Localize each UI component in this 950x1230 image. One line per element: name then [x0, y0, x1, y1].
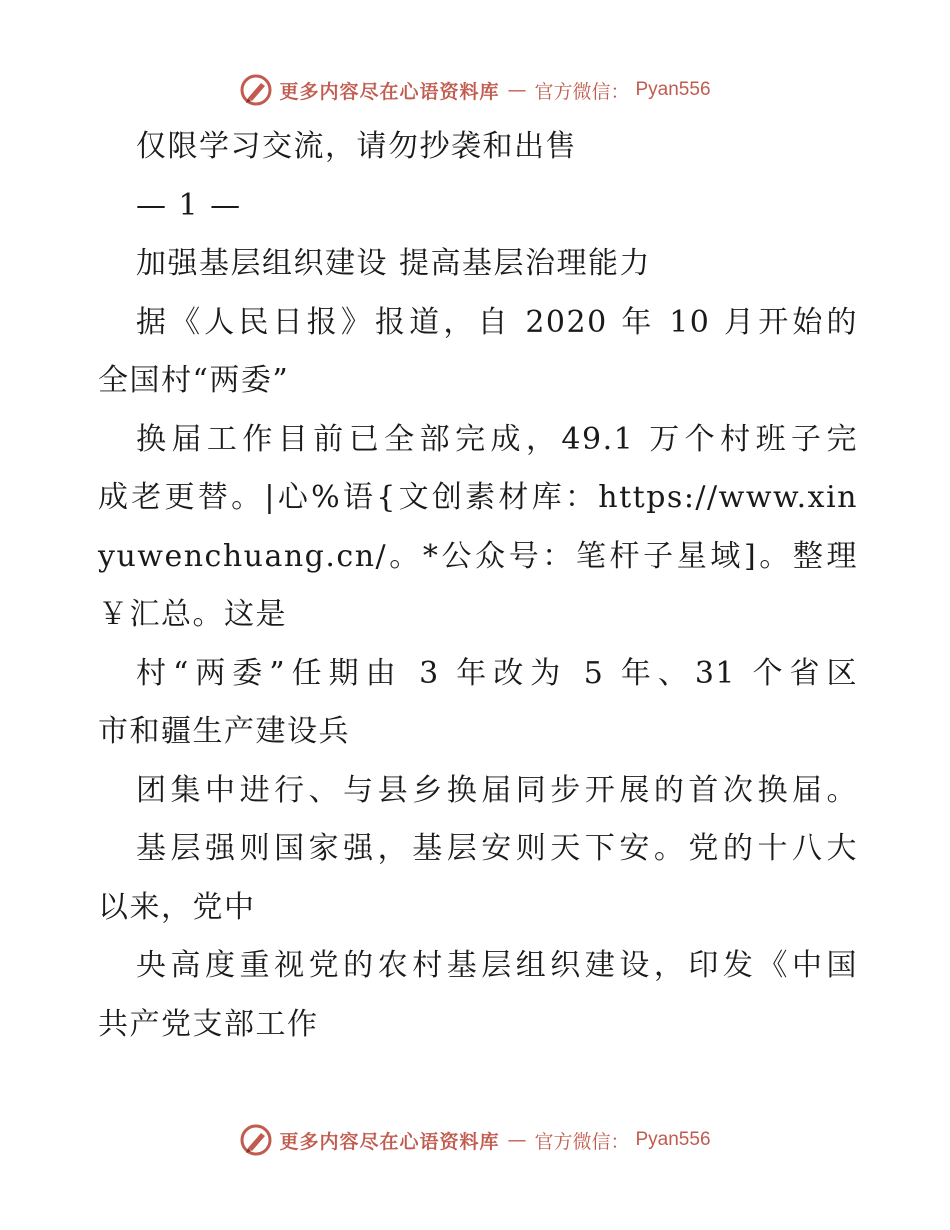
banner-wechat-id: Pyan556 — [635, 1129, 711, 1150]
banner-label: 官方微信： — [534, 1130, 630, 1153]
paragraph-line: ￥汇总。这是 — [98, 597, 287, 632]
pen-circle-logo-icon — [239, 73, 273, 107]
banner-separator: — — [507, 79, 527, 101]
paragraph-line: 央高度重视党的农村基层组织建设，印发《中国 — [136, 948, 858, 983]
paragraph-line: 市和疆生产建设兵 — [98, 714, 350, 749]
paragraph-line: 基层强则国家强，基层安则天下安。党的十八大 — [136, 831, 858, 866]
paragraph-line: 共产党支部工作 — [98, 1006, 319, 1042]
banner-brand: 更多内容尽在心语资料库 — [279, 1130, 500, 1153]
paragraph-line: 以来，党中 — [98, 889, 256, 925]
banner-label: 官方微信： — [534, 80, 630, 103]
paragraph-line: 全国村“两委” — [98, 363, 290, 398]
paragraph-line: 村“两委”任期由 3 年改为 5 年、31 个省区 — [136, 655, 858, 691]
document-title: 加强基层组织建设 提高基层治理能力 — [136, 246, 652, 281]
footer-banner — [0, 1120, 950, 1160]
banner-wechat-id: Pyan556 — [635, 79, 711, 100]
paragraph-line: yuwenchuang.cn/。*公众号：笔杆子星域]。整理 — [98, 538, 858, 574]
pen-circle-logo-icon — [239, 1123, 273, 1157]
document-body — [98, 118, 858, 1054]
paragraph-line: 据《人民日报》报道，自 2020 年 10 月开始的 — [136, 304, 858, 340]
paragraph-line: 团集中进行、与县乡换届同步开展的首次换届。 — [136, 772, 858, 808]
banner-brand: 更多内容尽在心语资料库 — [279, 80, 500, 103]
paragraph-line: 成老更替。|心%语{文创素材库：https://www.xin — [98, 480, 858, 515]
paragraph-line: 换届工作目前已全部完成，49.1 万个村班子完 — [136, 421, 858, 457]
banner-separator: — — [507, 1129, 527, 1151]
notice-line: 仅限学习交流，请勿抄袭和出售 — [136, 129, 577, 164]
header-banner — [0, 70, 950, 110]
page-number: — 1 — — [136, 187, 242, 223]
